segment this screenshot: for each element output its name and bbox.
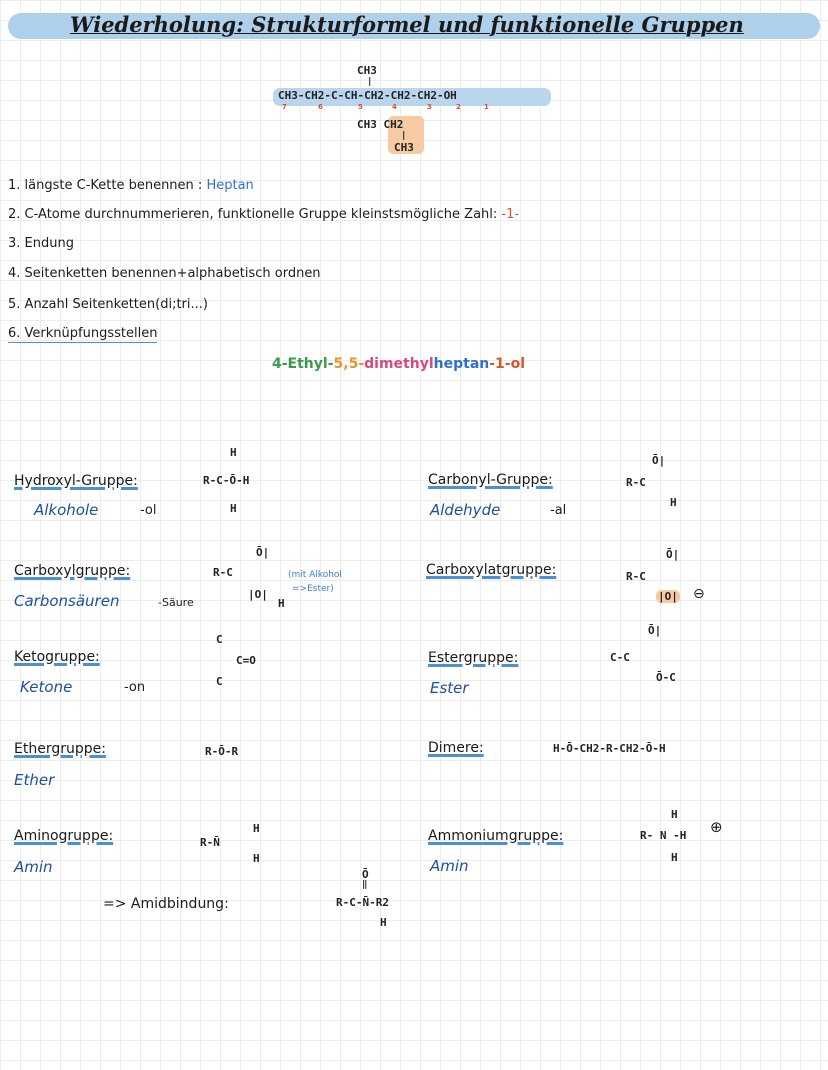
dimere-formula: H-Ō-CH2-R-CH2-Ō-H	[553, 742, 666, 755]
ester-class: Ester	[430, 679, 469, 697]
carboxyl-group-name: Carboxylgruppe:	[14, 563, 131, 579]
carbonyl-o: Ō|	[652, 454, 666, 467]
keto-group-name: Ketogruppe:	[14, 649, 100, 665]
ester-group-name: Estergruppe:	[428, 650, 519, 666]
ether-group-name: Ethergruppe:	[14, 741, 106, 757]
hydroxyl-group-name: Hydroxyl-Gruppe:	[14, 473, 138, 489]
main-chain: CH3-CH2-C-CH-CH2-CH2-CH2-OH	[278, 89, 457, 102]
carboxyl-formula: R-C	[213, 566, 233, 579]
carbon-number-3: 3	[427, 103, 432, 111]
carboxyl-note-2: =>Ester)	[292, 584, 334, 594]
carbon-number-1: 1	[484, 103, 489, 111]
carboxyl-class: Carbonsäuren	[14, 592, 120, 610]
carboxyl-oh-o: |O|	[248, 588, 268, 601]
hydroxyl-h-top: H	[230, 446, 237, 459]
dimere-name: Dimere:	[428, 740, 484, 756]
keto-formula: C=O	[236, 654, 256, 667]
step-2: 2. C-Atome durchnummerieren, funktionelle Gruppe kleinstsmögliche Zahl: -1-	[8, 207, 520, 222]
step-4: 4. Seitenketten benennen+alphabetisch ordnen	[8, 266, 321, 281]
ammonium-h-top: H	[671, 808, 678, 821]
hydroxyl-formula: R-C-Ō-H	[203, 474, 250, 487]
ethyl-bond: |	[401, 131, 407, 141]
carboxylat-o: Ō|	[666, 548, 680, 561]
carbon-number-6: 6	[318, 103, 323, 111]
page-title: Wiederholung: Strukturformel und funktionelle Gruppen	[70, 12, 744, 37]
ester-formula: C-C	[610, 651, 630, 664]
iupac-name: 4-Ethyl-5,5-dimethylheptan-1-ol	[272, 356, 526, 372]
ammonium-formula: R- N -H	[640, 829, 687, 842]
carbon-number-7: 7	[282, 103, 287, 111]
keto-suffix: -on	[124, 680, 146, 695]
keto-c-bottom: C	[216, 675, 223, 688]
ether-class: Ether	[14, 771, 55, 789]
ammonium-class: Amin	[430, 857, 469, 875]
carbonyl-class: Aldehyde	[430, 501, 501, 519]
ethyl-end: CH3	[394, 141, 414, 154]
lower-branches: CH3 CH2	[357, 118, 404, 131]
top-bond: |	[367, 77, 373, 87]
amino-h-bottom: H	[253, 852, 260, 865]
amide-o: Ō	[362, 868, 369, 881]
carbon-number-2: 2	[456, 103, 461, 111]
carbon-number-5: 5	[358, 103, 363, 111]
amino-formula: R-N̄	[200, 836, 220, 849]
carboxylat-formula: R-C	[626, 570, 646, 583]
carbonyl-group-name: Carbonyl-Gruppe:	[428, 472, 553, 488]
ammonium-h-bottom: H	[671, 851, 678, 864]
keto-class: Ketone	[20, 678, 73, 696]
carboxylat-o-minus: |O|	[658, 590, 678, 603]
step-3: 3. Endung	[8, 236, 74, 251]
hydroxyl-h-bottom: H	[230, 502, 237, 515]
ether-formula: R-Ō-R	[205, 745, 239, 758]
step-5: 5. Anzahl Seitenketten(di;tri...)	[8, 297, 208, 312]
carbonyl-formula: R-C	[626, 476, 646, 489]
step-1: 1. längste C-Kette benennen : Heptan	[8, 178, 254, 193]
carbonyl-h: H	[670, 496, 677, 509]
amino-group-name: Aminogruppe:	[14, 828, 114, 844]
keto-c-top: C	[216, 633, 223, 646]
amide-label: => Amidbindung:	[103, 896, 229, 912]
step-6: 6. Verknüpfungsstellen	[8, 326, 158, 341]
carbonyl-suffix: -al	[550, 503, 567, 518]
top-methyl: CH3	[357, 64, 377, 77]
carboxyl-oh-h: H	[278, 597, 285, 610]
hydroxyl-class: Alkohole	[34, 501, 99, 519]
amino-class: Amin	[14, 858, 53, 876]
ester-o-c: Ō-C	[656, 671, 676, 684]
carboxylat-group-name: Carboxylatgruppe:	[426, 562, 557, 578]
carboxylat-charge: ⊖	[693, 586, 705, 602]
amide-formula: R-C-N̄-R2	[336, 896, 389, 909]
carbon-number-4: 4	[392, 103, 397, 111]
ammonium-group-name: Ammoniumgruppe:	[428, 828, 564, 844]
ester-o: Ō|	[648, 624, 662, 637]
carboxyl-o: Ō|	[256, 546, 270, 559]
amino-h-top: H	[253, 822, 260, 835]
carboxyl-note-1: (mit Alkohol	[288, 570, 342, 580]
ammonium-charge: ⊕	[710, 818, 723, 836]
carboxyl-suffix: -Säure	[158, 596, 194, 609]
amide-double-bond: ‖	[362, 880, 368, 890]
amide-h: H	[380, 916, 387, 929]
hydroxyl-suffix: -ol	[140, 503, 157, 518]
